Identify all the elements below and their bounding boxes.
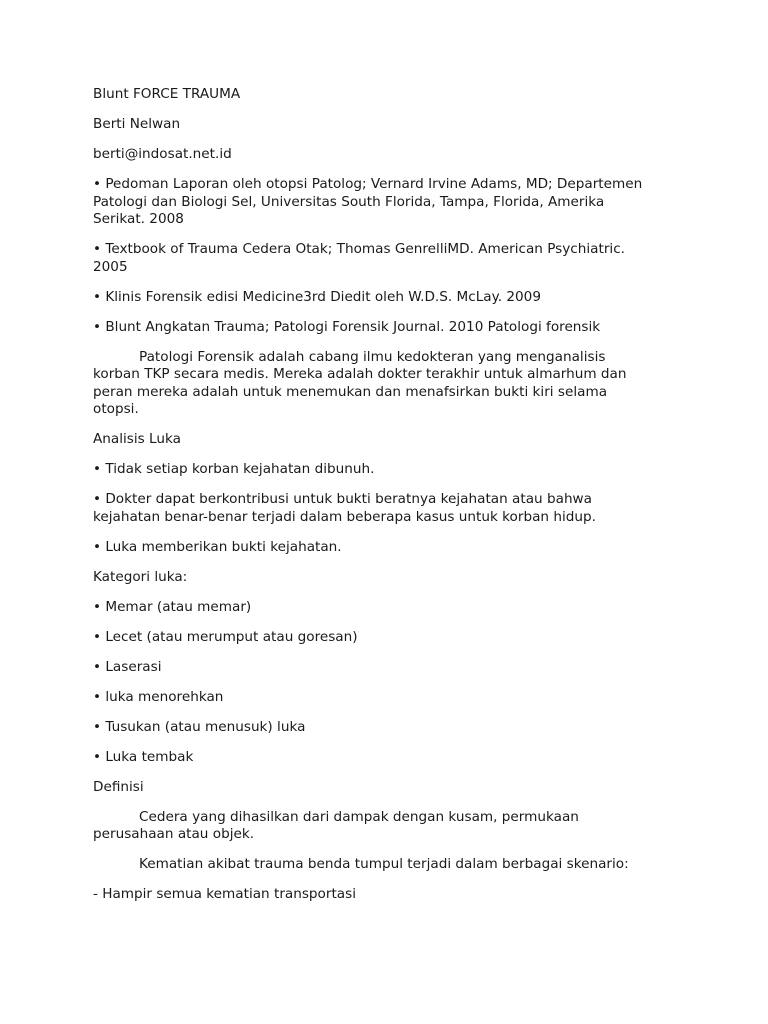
kategori-item: • Lecet (atau merumput atau goresan) [93, 628, 358, 645]
analisis-item: • Luka memberikan bukti kejahatan. [93, 538, 342, 555]
kategori-item: • Luka tembak [93, 748, 194, 765]
transport-item: - Hampir semua kematian transportasi [93, 886, 356, 902]
section-heading-kategori: Kategori luka: [93, 568, 188, 585]
document-page [93, 86, 673, 916]
document-title: Blunt FORCE TRAUMA [93, 86, 241, 102]
kategori-item: • Memar (atau memar) [93, 598, 252, 615]
author-email: berti@indosat.net.id [93, 146, 232, 162]
section-heading-analisis: Analisis Luka [93, 431, 181, 447]
definisi-paragraph: Cedera yang dihasilkan dari dampak dengan kusam, permukaan perusahaan atau objek. [93, 808, 579, 842]
analisis-item: • Tidak setiap korban kejahatan dibunuh. [93, 461, 375, 477]
reference-item: • Klinis Forensik edisi Medicine3rd Diedit oleh W.D.S. McLay. 2009 [93, 288, 541, 305]
author-name: Berti Nelwan [93, 116, 181, 132]
reference-item: • Blunt Angkatan Trauma; Patologi Forensik Journal. 2010 Patologi forensik [93, 318, 601, 335]
reference-item: • Pedoman Laporan oleh otopsi Patolog; Vernard Irvine Adams, MD; Departemen Patologi dan Biologi Sel, Universitas South Florida, Tampa, Florida, Amerika Serikat. 2008 [93, 176, 643, 227]
kategori-item: • Laserasi [93, 658, 162, 675]
kategori-item: • Tusukan (atau menusuk) luka [93, 718, 306, 735]
analisis-item: • Dokter dapat berkontribusi untuk bukti beratnya kejahatan atau bahwa kejahatan benar-benar terjadi dalam beberapa kasus untuk korban hidup. [93, 491, 596, 525]
kematian-paragraph: Kematian akibat trauma benda tumpul terjadi dalam berbagai skenario: [139, 856, 629, 872]
intro-paragraph: Patologi Forensik adalah cabang ilmu kedokteran yang menganalisis korban TKP secara medis. Mereka adalah dokter terakhir untuk almarhum dan peran mereka adalah untuk menemukan dan menafsirkan bukti kiri selama otopsi. [93, 348, 627, 417]
reference-item: • Textbook of Trauma Cedera Otak; Thomas GenrelliMD. American Psychiatric. 2005 [93, 241, 625, 275]
section-heading-definisi: Definisi [93, 778, 144, 795]
kategori-item: • luka menorehkan [93, 688, 224, 705]
